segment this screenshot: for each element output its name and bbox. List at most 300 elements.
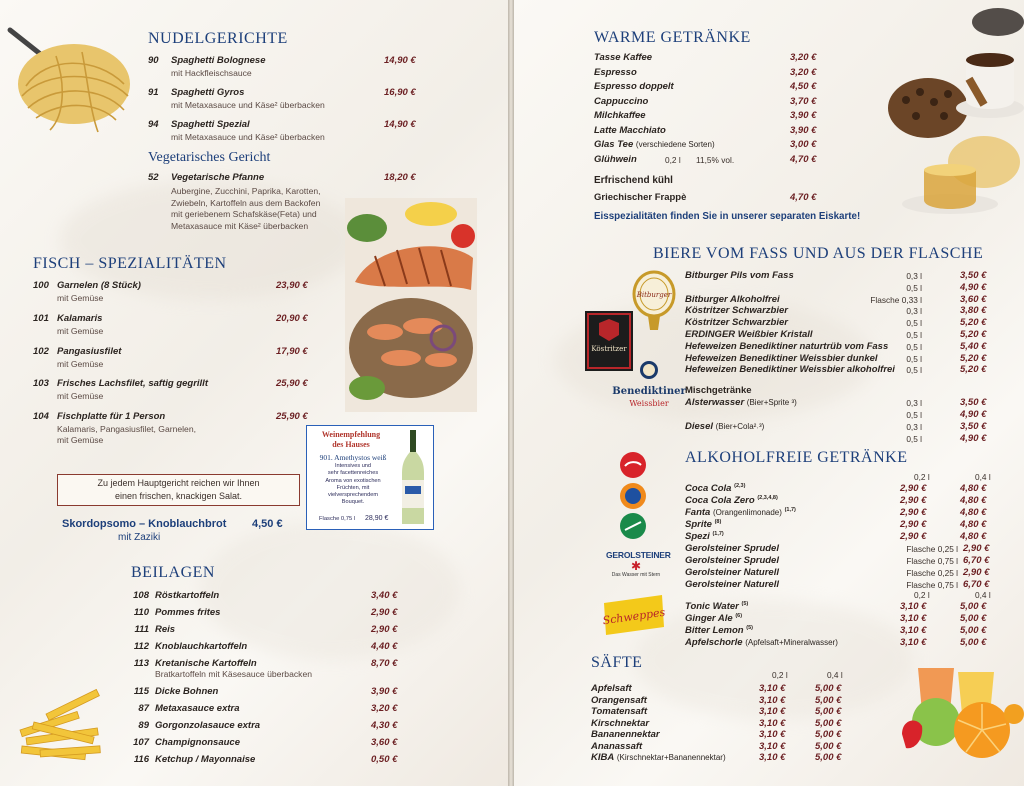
soft-drink-price-02: 2,90 €	[900, 507, 927, 518]
menu-item-name: Fischplatte für 1 Person	[57, 411, 166, 422]
drink-item-name: Espresso	[594, 66, 637, 78]
beer-item	[685, 364, 895, 375]
juice-fruit-image	[896, 664, 1024, 764]
soft-drink-item	[685, 507, 796, 518]
beer-item	[685, 341, 888, 352]
soft-drink-name: Sprite	[685, 519, 712, 531]
soft-drink-additives: (5)	[741, 601, 749, 607]
menu-item-name: Frisches Lachsfilet, saftig gegrillt	[57, 378, 208, 389]
soft-drink-additives: (5)	[746, 625, 753, 631]
mix-item-name: Alsterwasser	[685, 397, 745, 408]
juice-item-name: Ananassaft	[591, 740, 643, 752]
drink-item-price: 4,70 €	[790, 153, 817, 165]
beer-item-volume: 0,5 l	[906, 282, 922, 293]
section-title-fisch: FISCH – SPEZIALITÄTEN	[33, 255, 227, 272]
menu-item	[33, 346, 121, 357]
menu-item-number: 102	[33, 346, 49, 357]
side-item	[127, 737, 240, 748]
juice-item-name: KIBA	[591, 752, 615, 763]
side-item-price: 3,90 €	[371, 686, 398, 697]
water-item-price: 6,70 €	[963, 579, 990, 590]
soft-drink-price-02: 3,10 €	[900, 613, 927, 624]
drink-item-price: 3,90 €	[790, 124, 817, 136]
drink-item	[594, 154, 637, 165]
section-title-warme-getraenke: WARME GETRÄNKE	[594, 29, 751, 46]
juice-item-name: Tomatensaft	[591, 706, 648, 717]
beer-item-name: Bitburger Pils vom Fass	[685, 270, 794, 281]
water-item	[685, 543, 779, 554]
right-menu-page	[514, 0, 1024, 786]
section-title-saefte: SÄFTE	[591, 654, 643, 671]
bitburger-logo	[630, 268, 678, 332]
drink-item	[594, 52, 652, 63]
beer-item-name: Bitburger Alkoholfrei	[685, 293, 780, 305]
beer-item-volume: 0,3 l	[906, 271, 922, 281]
beer-item	[685, 270, 794, 281]
mix-item-volume: 0,5 l	[906, 434, 922, 444]
juice-item-name: Apfelsaft	[591, 683, 632, 694]
soft-drink-price-04: 4,80 €	[960, 495, 987, 506]
wine-heading: Weinempfehlung des Hauses	[321, 430, 381, 449]
juice-item	[591, 741, 642, 752]
mix-item-volume: 0,3 l	[906, 422, 922, 432]
mix-item-price: 4,90 €	[960, 409, 987, 420]
juice-price-02: 3,10 €	[759, 694, 786, 706]
beer-item-name: Hefeweizen Benediktiner naturtrüb vom Fass	[685, 340, 889, 352]
veg-item-name: 52 Vegetarische Pfanne	[148, 172, 265, 183]
drink-item-name: Tasse Kaffee	[594, 52, 653, 63]
menu-item	[33, 411, 165, 422]
menu-item-name: Garnelen (8 Stück)	[57, 280, 141, 291]
side-item-number: 107	[133, 737, 149, 748]
bitburger-logo-text: Bitburger	[636, 291, 672, 299]
soft-drink-note: (Apfelsaft+Mineralwasser)	[745, 638, 838, 647]
soft-drink-item	[685, 601, 748, 612]
side-item-price: 3,60 €	[371, 737, 398, 748]
beer-item-price: 4,90 €	[960, 281, 987, 293]
water-item-volume: Flasche 0,75 l	[906, 580, 958, 590]
side-item-price: 3,20 €	[371, 703, 398, 714]
gerolsteiner-logo-text: GEROLSTEINER	[606, 550, 671, 560]
menu-item-desc: mit Gemüse	[57, 326, 104, 336]
wine-recommendation	[306, 425, 434, 530]
menu-item-name: Kalamaris	[57, 313, 103, 324]
beer-item	[685, 329, 813, 340]
side-item	[127, 624, 175, 635]
beer-item-volume: 0,5 l	[906, 341, 922, 352]
soft-drink-price-04: 4,80 €	[960, 507, 987, 518]
drink-item-name: Cappuccino	[594, 95, 649, 107]
side-item	[127, 686, 218, 697]
juice-price-04: 5,00 €	[815, 683, 842, 694]
menu-item	[148, 87, 244, 98]
side-item-name: Champignonsauce	[155, 737, 240, 748]
side-item-number: 110	[133, 607, 149, 618]
soft-drink-price-04: 4,80 €	[960, 483, 987, 494]
soft-drink-item	[685, 519, 721, 530]
soft-drink-additives: (8)	[714, 519, 722, 525]
coffee-tea-image	[886, 4, 1024, 224]
side-item	[127, 754, 255, 765]
side-item-number: 112	[133, 641, 149, 652]
salad-note-box: Zu jedem Hauptgericht reichen wir Ihnen einen frischen, knackigen Salat.	[57, 474, 300, 506]
alkfrei-col-04: 0,4 l	[975, 472, 991, 482]
beer-item-price: 5,20 €	[960, 364, 987, 376]
menu-item-price: 14,90 €	[384, 55, 416, 66]
side-item-name: Dicke Bohnen	[155, 686, 219, 697]
juice-item	[591, 752, 726, 763]
side-item	[127, 703, 240, 714]
juice-price-02: 3,10 €	[759, 729, 786, 740]
drink-item-name: Milchkaffee	[594, 110, 646, 121]
beer-item-price: 3,60 €	[960, 293, 987, 305]
juice-item	[591, 718, 649, 729]
drink-item-name: Latte Macchiato	[594, 124, 666, 136]
section-title-nudelgerichte: NUDELGERICHTE	[148, 30, 288, 47]
soft-drink-item	[685, 637, 838, 648]
juice-item	[591, 706, 647, 717]
soft-drink-name: Bitter Lemon	[685, 625, 744, 637]
grilled-fish-image	[345, 198, 477, 412]
soft-drink-additives: (1,7)	[712, 531, 724, 537]
mix-item	[685, 421, 764, 432]
soft-drink-name: Fanta	[685, 507, 711, 519]
menu-item-number: 90	[148, 55, 159, 66]
beer-item	[685, 317, 788, 328]
beer-item-name: Köstritzer Schwarzbier	[685, 305, 788, 317]
side-item-price: 4,30 €	[371, 720, 398, 731]
drink-item-price: 3,00 €	[790, 139, 817, 150]
schweppes-logo	[602, 593, 666, 637]
soft-drink-price-02: 2,90 €	[900, 483, 927, 494]
soft-drink-item	[685, 613, 742, 624]
menu-item-price: 14,90 €	[384, 119, 416, 130]
mix-item-price: 3,50 €	[960, 397, 987, 408]
section-title-beilagen: BEILAGEN	[131, 564, 215, 581]
water-item-volume: Flasche 0,25 l	[906, 544, 958, 554]
spaghetti-fork-image	[6, 26, 144, 138]
menu-item-desc: mit Gemüse	[57, 293, 104, 303]
schweppes-logo-text: Schweppes	[601, 605, 667, 628]
drink-item-price: 3,90 €	[790, 110, 817, 121]
beer-item-volume: 0,3 l	[906, 306, 922, 317]
juice-price-02: 3,10 €	[759, 683, 786, 694]
menu-item	[33, 378, 208, 389]
side-item-price: 4,40 €	[371, 641, 398, 652]
veg-item-desc: Aubergine, Zucchini, Paprika, Karotten, Zwiebeln, Kartoffeln aus dem Backofen mit geriebenem Schafskäse(Feta) und Metaxasauce mit Käse² überbacken	[171, 186, 321, 231]
side-item-price: 0,50 €	[371, 754, 398, 765]
menu-item-number: 94	[148, 119, 159, 130]
benediktiner-logo-text: Benediktiner	[612, 386, 686, 397]
soft-drink-additives: (1,7)	[784, 507, 796, 513]
side-item-name: Metaxasauce extra	[155, 703, 240, 714]
menu-item-desc: mit Metaxasauce und Käse² überbacken	[171, 132, 325, 142]
beer-item-volume: 0,5 l	[906, 365, 922, 376]
soft-drink-name: Apfelschorle	[685, 637, 743, 648]
menu-item-name: Pangasiusfilet	[57, 346, 122, 357]
beer-item-price: 3,50 €	[960, 270, 987, 281]
drink-item	[594, 81, 674, 92]
beer-item-price: 5,20 €	[960, 329, 987, 340]
menu-item-desc: mit Gemüse	[57, 391, 104, 401]
drink-item-price: 3,70 €	[790, 95, 817, 107]
beer-item-name: Hefeweizen Benediktiner Weissbier alkoholfrei	[685, 364, 895, 376]
juice-price-02: 3,10 €	[759, 752, 786, 763]
drink-item-name: Espresso doppelt	[594, 81, 674, 92]
soft-drink-item	[685, 495, 778, 506]
left-menu-page	[0, 0, 508, 786]
juice-price-04: 5,00 €	[815, 752, 842, 763]
drink-item	[594, 96, 648, 107]
drink-item-name: Glühwein	[594, 153, 637, 165]
juice-price-04: 5,00 €	[815, 694, 842, 706]
menu-item-price: 23,90 €	[276, 280, 308, 291]
soft-drink-price-02: 2,90 €	[900, 531, 927, 542]
water-item-name: Gerolsteiner Sprudel	[685, 543, 779, 554]
side-item-name: Röstkartoffeln	[155, 590, 220, 601]
section-title-biere: BIERE VOM FASS UND AUS DER FLASCHE	[653, 245, 984, 262]
menu-item-desc: mit Gemüse	[57, 359, 104, 369]
schweppes-col-02: 0,2 l	[914, 590, 930, 600]
menu-item-price: 17,90 €	[276, 346, 308, 357]
mix-item-price: 3,50 €	[960, 421, 987, 432]
cool-item-price: 4,70 €	[790, 192, 817, 203]
juice-price-04: 5,00 €	[815, 740, 842, 752]
mix-item-volume: 0,5 l	[906, 410, 922, 420]
soft-drink-name: Coca Cola	[685, 483, 732, 495]
beer-item-name: ERDINGER Weißbier Kristall	[685, 329, 813, 340]
side-item	[127, 641, 247, 652]
side-item-name: Pommes frites	[155, 607, 221, 618]
wine-price: 28,90 €	[365, 515, 389, 522]
menu-item-number: 104	[33, 411, 49, 422]
beer-item-name: Köstritzer Schwarzbier	[685, 317, 788, 329]
soft-drink-additives: (2,3)	[734, 483, 746, 489]
drink-item-abv: 11,5% vol.	[696, 154, 735, 165]
gerolsteiner-star-icon: ✱	[630, 559, 642, 573]
drink-item-name: Glas Tee	[594, 139, 634, 150]
beer-item-volume: Flasche 0,33 l	[870, 294, 922, 305]
menu-item-name: Spaghetti Gyros	[171, 87, 245, 98]
menu-item-name: Spaghetti Spezial	[171, 119, 250, 130]
soft-drink-item	[685, 483, 745, 494]
side-item-price: 3,40 €	[371, 590, 398, 601]
side-item-name: Reis	[155, 624, 176, 635]
side-item-name: Kretanische Kartoffeln	[155, 658, 257, 669]
mix-item-name: Diesel	[685, 421, 713, 432]
juice-price-04: 5,00 €	[815, 717, 842, 729]
skordopsomo-name: Skordopsomo – Knoblauchbrot	[62, 518, 227, 530]
side-item-price: 2,90 €	[371, 607, 398, 618]
menu-item-number: 91	[148, 87, 159, 98]
soft-drink-note: (Orangenlimonade)	[712, 508, 782, 518]
side-item-name: Ketchup / Mayonnaise	[155, 754, 256, 765]
beer-item	[685, 294, 780, 305]
soft-drink-name: Coca Cola Zero	[685, 495, 755, 507]
sprite-logo	[619, 512, 647, 540]
water-item-volume: Flasche 0,25 l	[906, 568, 958, 578]
gerolsteiner-logo	[606, 550, 671, 578]
water-item-name: Gerolsteiner Sprudel	[685, 555, 779, 566]
drink-item	[594, 110, 646, 121]
juice-item-name: Bananennektar	[591, 729, 660, 740]
side-item-price: 2,90 €	[371, 624, 398, 635]
fanta-logo	[619, 482, 647, 510]
schweppes-col-04: 0,4 l	[975, 590, 991, 600]
mix-item-note: (Bier+Sprite ³)	[746, 398, 797, 407]
gerolsteiner-tagline: Das Wasser mit Stern	[611, 572, 661, 578]
saefte-col-02: 0,2 l	[772, 670, 788, 680]
soft-drink-additives: (6)	[735, 613, 743, 619]
side-item-name: Gorgonzolasauce extra	[155, 720, 261, 731]
french-fries-image	[16, 700, 112, 762]
coca-cola-logo	[619, 451, 647, 479]
drink-item	[594, 139, 715, 150]
soft-drink-additives: (2,3,4,8)	[757, 495, 778, 501]
soft-drink-price-02: 2,90 €	[900, 519, 927, 530]
side-item-number: 115	[133, 686, 149, 697]
beer-item-price: 5,40 €	[960, 340, 987, 352]
soft-drink-name: Tonic Water	[685, 601, 739, 613]
soft-drink-price-04: 4,80 €	[960, 519, 987, 530]
drink-item-note: (verschiedene Sorten)	[635, 140, 715, 149]
skordopsomo-price: 4,50 €	[252, 518, 283, 530]
menu-item	[33, 280, 141, 291]
side-item	[127, 720, 260, 731]
side-item-name: Knoblauchkartoffeln	[155, 641, 248, 652]
juice-item	[591, 695, 647, 706]
water-item-price: 6,70 €	[963, 555, 990, 566]
water-item-name: Gerolsteiner Naturell	[685, 567, 779, 578]
section-title-vegetarisch: Vegetarisches Gericht	[148, 150, 271, 165]
mix-item-volume: 0,3 l	[906, 398, 922, 408]
menu-item-name: Spaghetti Bolognese	[171, 55, 266, 66]
menu-item	[33, 313, 102, 324]
soft-drink-price-02: 3,10 €	[900, 601, 927, 612]
skordopsomo-sub: mit Zaziki	[118, 532, 161, 543]
wine-desc: Intensives und sehr facettenreiches Aroma von exotischen Früchten, mit vielversprechendem Bouquet.	[325, 463, 381, 506]
mix-item-price: 4,90 €	[960, 433, 987, 444]
beer-item-volume: 0,5 l	[906, 353, 922, 364]
menu-item-number: 101	[33, 313, 49, 324]
drink-item-price: 4,50 €	[790, 81, 817, 92]
side-item-number: 89	[138, 720, 149, 731]
menu-item-price: 25,90 €	[276, 378, 308, 389]
soft-drink-price-04: 5,00 €	[960, 601, 987, 612]
drink-item	[594, 125, 666, 136]
menu-item	[148, 55, 265, 66]
water-item-price: 2,90 €	[963, 543, 990, 554]
soft-drink-name: Spezi	[685, 531, 710, 543]
juice-price-02: 3,10 €	[759, 717, 786, 729]
soft-drink-item	[685, 625, 753, 636]
wine-name: 901. Amethystos weiß	[319, 453, 387, 462]
section-title-alkoholfrei: ALKOHOLFREIE GETRÄNKE	[685, 449, 908, 466]
beer-item-price: 5,20 €	[960, 317, 987, 329]
juice-item-note: (Kirschnektar+Bananennektar)	[616, 753, 726, 762]
juice-price-04: 5,00 €	[815, 706, 842, 717]
menu-item-price: 25,90 €	[276, 411, 308, 422]
beer-item	[685, 305, 788, 316]
drink-item-price: 3,20 €	[790, 66, 817, 78]
soft-drink-item	[685, 531, 724, 542]
juice-price-02: 3,10 €	[759, 740, 786, 752]
beer-item-volume: 0,5 l	[906, 330, 922, 340]
juice-price-02: 3,10 €	[759, 706, 786, 717]
menu-item-desc: mit Metaxasauce und Käse² überbacken	[171, 100, 325, 110]
saefte-col-04: 0,4 l	[827, 670, 843, 680]
mix-item-note: (Bier+Cola²˒³)	[715, 422, 765, 431]
side-item-number: 108	[133, 590, 149, 601]
soft-drink-price-02: 3,10 €	[900, 625, 927, 636]
beer-item-price: 3,80 €	[960, 305, 987, 317]
soft-drink-price-02: 2,90 €	[900, 495, 927, 506]
soft-drink-price-04: 5,00 €	[960, 613, 987, 624]
water-item	[685, 579, 779, 590]
side-item	[127, 658, 257, 669]
beer-item	[685, 353, 878, 364]
water-item-name: Gerolsteiner Naturell	[685, 579, 779, 590]
side-item-number: 113	[133, 658, 149, 669]
side-item-desc: Bratkartoffeln mit Käsesauce überbacken	[155, 669, 313, 679]
side-item-number: 116	[133, 754, 149, 765]
soft-drink-price-04: 5,00 €	[960, 637, 987, 648]
juice-item-name: Orangensaft	[591, 694, 647, 706]
water-item-price: 2,90 €	[963, 567, 990, 578]
cool-title: Erfrischend kühl	[594, 175, 673, 186]
juice-item	[591, 683, 632, 694]
water-item	[685, 567, 779, 578]
soft-drink-name: Ginger Ale	[685, 613, 733, 625]
menu-item-desc: mit Hackfleischsauce	[171, 68, 252, 78]
menu-item-price: 16,90 €	[384, 87, 416, 98]
alkfrei-col-02: 0,2 l	[914, 472, 930, 482]
menu-item-number: 100	[33, 280, 49, 291]
drink-item-volume: 0,2 l	[665, 154, 681, 165]
side-item-number: 111	[134, 624, 149, 635]
beer-item-price: 5,20 €	[960, 352, 987, 364]
wine-bottle-size: Flasche 0,75 l	[319, 516, 356, 522]
side-item	[127, 607, 220, 618]
drink-item	[594, 67, 637, 78]
benediktiner-logo	[612, 360, 686, 412]
benediktiner-logo-subtext: Weissbier	[629, 399, 669, 408]
side-item-price: 8,70 €	[371, 658, 398, 669]
drink-item-price: 3,20 €	[790, 52, 817, 63]
eis-note: Eisspezialitäten finden Sie in unserer separaten Eiskarte!	[594, 211, 861, 222]
beer-item-volume: 0,5 l	[906, 318, 922, 329]
water-item	[685, 555, 779, 566]
soft-drink-price-04: 4,80 €	[960, 531, 987, 542]
juice-item-name: Kirschnektar	[591, 717, 650, 729]
water-item-volume: Flasche 0,75 l	[906, 556, 958, 566]
juice-item	[591, 729, 660, 740]
wine-bottle-icon	[399, 430, 427, 526]
mix-item	[685, 397, 797, 408]
soft-drink-price-02: 3,10 €	[900, 637, 927, 648]
menu-item-number: 103	[33, 378, 49, 389]
menu-item-desc: mit Gemüse	[57, 435, 104, 445]
soft-drink-price-04: 5,00 €	[960, 625, 987, 636]
veg-item-price: 18,20 €	[384, 172, 416, 183]
menu-item	[148, 119, 250, 130]
misch-title: Mischgetränke	[685, 385, 752, 396]
cool-item-name: Griechischer Frappè	[594, 192, 687, 203]
side-item	[127, 590, 219, 601]
menu-item-price: 20,90 €	[276, 313, 308, 324]
beer-item-name: Hefeweizen Benediktiner Weissbier dunkel	[685, 352, 878, 364]
side-item-number: 87	[138, 703, 149, 714]
